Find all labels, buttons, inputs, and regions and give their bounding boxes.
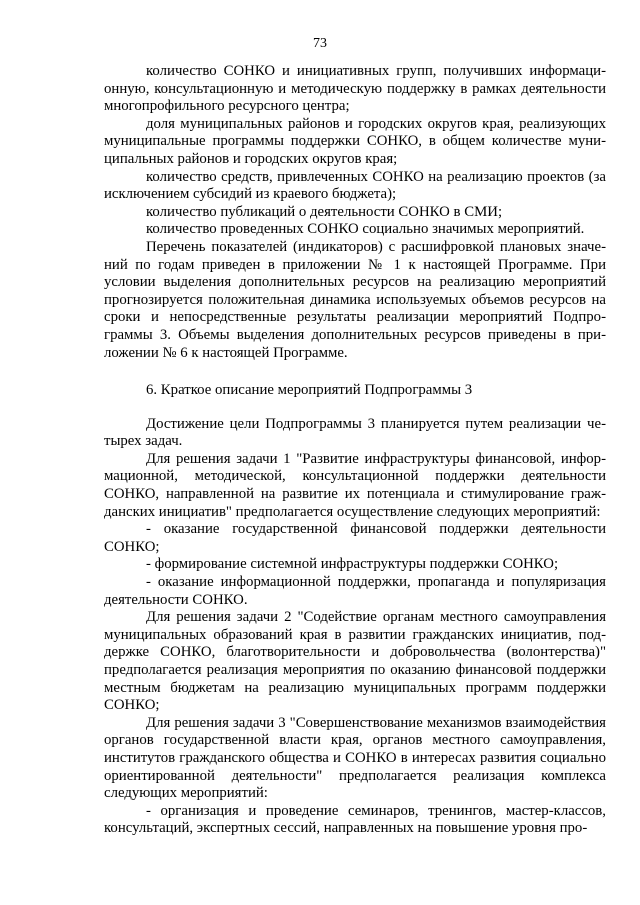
indicator-attracted-funds: количество средств, привлеченных СОНКО на реализацию проектов (за исключением субсидий из краевого бюджета); [104, 168, 606, 203]
task-3-item-seminars: - организация и проведение семинаров, тренингов, мастер-классов, консультаций, экспертных сессий, направленных на повышение уровня про- [104, 802, 606, 837]
goal-paragraph: Достижение цели Подпрограммы 3 планируется путем реализации четырех задач. [104, 415, 606, 450]
task-3-paragraph: Для решения задачи 3 "Совершенствование механизмов взаимодействия органов государственной власти края, органов местного самоуправления, институтов гражданского общества и СОНКО в интересах развития социально ориентированной деятельности" предполагается реализация комплекса следующих мероприятий: [104, 714, 606, 802]
indicator-sonko-support-count: количество СОНКО и инициативных групп, получивших информационную, консультационную и методическую поддержку в рамках деятельности многопрофильного ресурсного центра; [104, 63, 606, 115]
page-number: 73 [313, 36, 327, 51]
task-2-paragraph: Для решения задачи 2 "Содействие органам местного самоуправления муниципальных образований края в развитии гражданских инициатив, поддержке СОНКО, благотворительности и добровольчества (волонтерства)" предполагается реализация мероприятия по оказанию финансовой поддержки местным бюджетам на реализацию муниципальных программ поддержки СОНКО; [104, 609, 606, 714]
indicator-social-events: количество проведенных СОНКО социально значимых мероприятий. [146, 221, 585, 238]
indicator-media-publications: количество публикаций о деятельности СОНКО в СМИ; [146, 203, 503, 220]
indicator-municipal-programs-share: доля муниципальных районов и городских округов края, реализующих муниципальные программы поддержки СОНКО, в общем количестве муниципальных районов и городских округов края; [104, 115, 606, 167]
task-1-item-infrastructure: - формирование системной инфраструктуры поддержки СОНКО; [146, 556, 559, 573]
section-heading: 6. Краткое описание мероприятий Подпрограммы 3 [146, 382, 473, 399]
task-1-item-financial-support: - оказание государственной финансовой поддержки деятельности СОНКО; [104, 521, 606, 555]
document-body [104, 63, 606, 838]
indicators-list-paragraph: Перечень показателей (индикаторов) с расшифровкой плановых значений по годам приведен в приложении № 1 к настоящей Программе. При условии выделения дополнительных ресурсов на реализацию мероприятий прогнозируется положительная динамика используемых объемов ресурсов на сроки и непосредственные результаты реализации мероприятий Подпрограммы 3. Объемы выделения дополнительных ресурсов приведены в приложении № 6 к настоящей Программе. [104, 238, 606, 361]
task-1-paragraph: Для решения задачи 1 "Развитие инфраструктуры финансовой, информационной, методической, консультационной поддержки деятельности СОНКО, направленной на развитие их потенциала и стимулирование гражданских инициатив" предполагается осуществление следующих мероприятий: [104, 450, 606, 520]
task-1-item-information-support: - оказание информационной поддержки, пропаганда и популяризация деятельности СОНКО. [104, 574, 606, 608]
